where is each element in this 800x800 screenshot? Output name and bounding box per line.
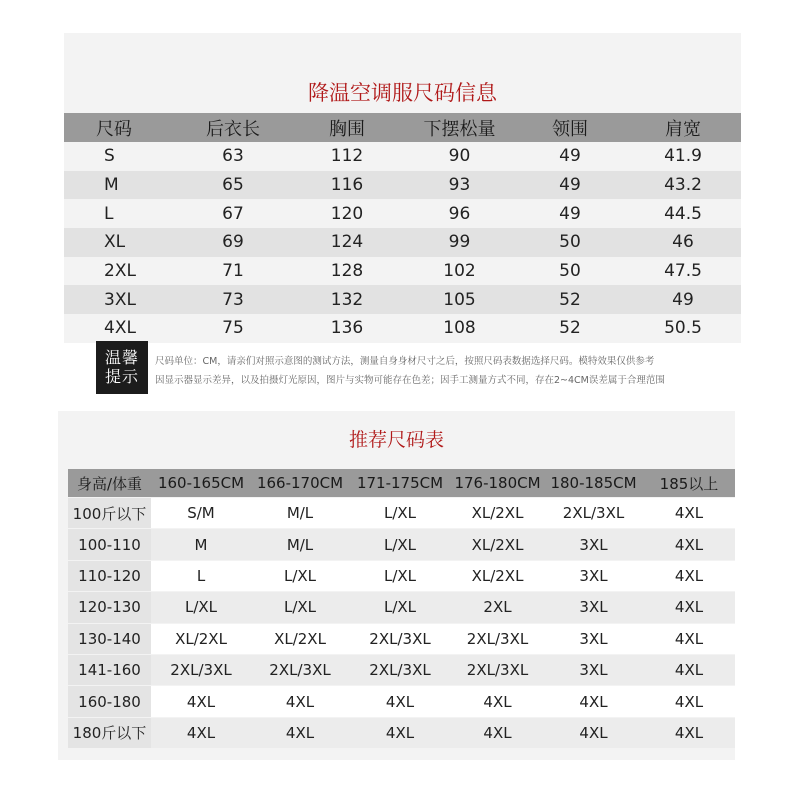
size-info-cell: 52 bbox=[515, 285, 625, 314]
recommend-cell: L bbox=[151, 561, 251, 591]
size-info-row-label: L bbox=[64, 199, 176, 228]
size-info-row-label: 4XL bbox=[64, 314, 176, 343]
recommend-row bbox=[68, 624, 735, 654]
recommend-cell: 4XL bbox=[544, 686, 643, 716]
size-info-cell: 73 bbox=[176, 285, 290, 314]
recommend-cell: XL/2XL bbox=[251, 624, 349, 654]
size-info-header-cell: 尺码 bbox=[64, 113, 176, 142]
recommend-cell: 4XL bbox=[643, 686, 735, 716]
size-info-cell: 108 bbox=[404, 314, 515, 343]
recommend-header-cell: 185以上 bbox=[643, 469, 735, 497]
recommend-header-cell: 176-180CM bbox=[451, 469, 544, 497]
size-info-header-cell: 胸围 bbox=[290, 113, 404, 142]
recommend-header-cell: 180-185CM bbox=[544, 469, 643, 497]
recommend-row-label: 100-110 bbox=[68, 529, 151, 559]
recommend-header-cell: 160-165CM bbox=[151, 469, 251, 497]
recommend-cell: 4XL bbox=[349, 686, 451, 716]
recommend-cell: 4XL bbox=[251, 686, 349, 716]
recommend-row-label: 141-160 bbox=[68, 655, 151, 685]
recommend-table bbox=[68, 468, 735, 749]
recommend-cell: 4XL bbox=[643, 498, 735, 528]
size-info-row-label: 3XL bbox=[64, 285, 176, 314]
size-info-cell: 75 bbox=[176, 314, 290, 343]
size-info-cell: 128 bbox=[290, 257, 404, 286]
size-info-header-cell: 后衣长 bbox=[176, 113, 290, 142]
size-info-cell: 46 bbox=[625, 228, 741, 257]
size-info-cell: 71 bbox=[176, 257, 290, 286]
recommend-cell: L/XL bbox=[349, 592, 451, 622]
size-info-cell: 93 bbox=[404, 171, 515, 200]
recommend-cell: 4XL bbox=[643, 561, 735, 591]
recommend-header-cell: 171-175CM bbox=[349, 469, 451, 497]
recommend-cell: L/XL bbox=[349, 498, 451, 528]
recommend-row-label: 100斤以下 bbox=[68, 498, 151, 528]
size-info-cell: 99 bbox=[404, 228, 515, 257]
size-info-header-cell: 领围 bbox=[515, 113, 625, 142]
size-info-cell: 63 bbox=[176, 142, 290, 171]
size-info-row-label: XL bbox=[64, 228, 176, 257]
recommend-cell: 3XL bbox=[544, 592, 643, 622]
recommend-row-label: 130-140 bbox=[68, 624, 151, 654]
size-info-cell: 120 bbox=[290, 199, 404, 228]
recommend-cell: S/M bbox=[151, 498, 251, 528]
size-info-cell: 69 bbox=[176, 228, 290, 257]
recommend-panel bbox=[58, 411, 735, 760]
size-info-row-label: 2XL bbox=[64, 257, 176, 286]
size-info-cell: 90 bbox=[404, 142, 515, 171]
recommend-cell: 4XL bbox=[643, 655, 735, 685]
recommend-header-row bbox=[68, 469, 735, 497]
recommend-cell: XL/2XL bbox=[451, 529, 544, 559]
recommend-cell: 2XL/3XL bbox=[251, 655, 349, 685]
size-info-cell: 41.9 bbox=[625, 142, 741, 171]
recommend-row-label: 110-120 bbox=[68, 561, 151, 591]
recommend-cell: XL/2XL bbox=[451, 498, 544, 528]
recommend-cell: 2XL/3XL bbox=[451, 624, 544, 654]
recommend-cell: 4XL bbox=[451, 686, 544, 716]
recommend-cell: 4XL bbox=[151, 686, 251, 716]
recommend-cell: 2XL/3XL bbox=[544, 498, 643, 528]
recommend-cell: L/XL bbox=[349, 561, 451, 591]
tip-text-line2: 因显示器显示差异，以及拍摄灯光原因，图片与实物可能存在色差；因手工测量方式不同，存在2~4CM误差属于合理范围 bbox=[155, 375, 665, 386]
size-info-cell: 102 bbox=[404, 257, 515, 286]
size-info-row bbox=[64, 314, 741, 343]
size-info-cell: 50 bbox=[515, 228, 625, 257]
recommend-cell: 4XL bbox=[544, 718, 643, 748]
size-info-cell: 50.5 bbox=[625, 314, 741, 343]
size-info-row bbox=[64, 199, 741, 228]
size-info-title: 降温空调服尺码信息 bbox=[308, 81, 497, 105]
size-info-cell: 105 bbox=[404, 285, 515, 314]
size-info-cell: 43.2 bbox=[625, 171, 741, 200]
recommend-cell: M/L bbox=[251, 529, 349, 559]
recommend-cell: 2XL bbox=[451, 592, 544, 622]
tip-text-line1: 尺码单位：CM，请亲们对照示意图的测试方法，测量自身身材尺寸之后，按照尺码表数据选择尺码。模特效果仅供参考 bbox=[155, 356, 655, 367]
recommend-cell: 2XL/3XL bbox=[151, 655, 251, 685]
size-info-row bbox=[64, 285, 741, 314]
size-info-cell: 49 bbox=[515, 199, 625, 228]
recommend-row bbox=[68, 529, 735, 559]
size-info-cell: 50 bbox=[515, 257, 625, 286]
tip-label-box bbox=[96, 341, 148, 394]
size-info-row bbox=[64, 142, 741, 171]
recommend-cell: 4XL bbox=[151, 718, 251, 748]
recommend-row bbox=[68, 592, 735, 622]
size-info-cell: 49 bbox=[515, 171, 625, 200]
recommend-cell: 4XL bbox=[251, 718, 349, 748]
size-info-cell: 49 bbox=[625, 285, 741, 314]
recommend-cell: M bbox=[151, 529, 251, 559]
recommend-row bbox=[68, 686, 735, 716]
recommend-cell: 3XL bbox=[544, 561, 643, 591]
recommend-row bbox=[68, 498, 735, 528]
recommend-row-label: 120-130 bbox=[68, 592, 151, 622]
recommend-cell: L/XL bbox=[251, 592, 349, 622]
recommend-cell: L/XL bbox=[151, 592, 251, 622]
size-info-row bbox=[64, 171, 741, 200]
size-info-row-label: S bbox=[64, 142, 176, 171]
recommend-cell: L/XL bbox=[251, 561, 349, 591]
recommend-header-cell: 身高/体重 bbox=[68, 469, 151, 497]
size-info-cell: 136 bbox=[290, 314, 404, 343]
recommend-cell: XL/2XL bbox=[151, 624, 251, 654]
size-info-cell: 49 bbox=[515, 142, 625, 171]
recommend-title: 推荐尺码表 bbox=[348, 429, 444, 451]
size-info-header-row bbox=[64, 113, 741, 142]
size-info-cell: 96 bbox=[404, 199, 515, 228]
tip-text bbox=[155, 352, 755, 390]
recommend-row bbox=[68, 655, 735, 685]
recommend-cell: 4XL bbox=[643, 718, 735, 748]
recommend-cell: 2XL/3XL bbox=[349, 655, 451, 685]
recommend-cell: 4XL bbox=[643, 592, 735, 622]
size-info-cell: 116 bbox=[290, 171, 404, 200]
size-info-panel bbox=[64, 33, 741, 339]
recommend-cell: L/XL bbox=[349, 529, 451, 559]
size-info-cell: 44.5 bbox=[625, 199, 741, 228]
size-info-cell: 112 bbox=[290, 142, 404, 171]
recommend-row bbox=[68, 561, 735, 591]
size-info-table bbox=[64, 113, 741, 343]
recommend-cell: 3XL bbox=[544, 655, 643, 685]
size-info-row-label: M bbox=[64, 171, 176, 200]
recommend-cell: 2XL/3XL bbox=[349, 624, 451, 654]
tip-label-line2: 提示 bbox=[104, 367, 139, 386]
recommend-cell: M/L bbox=[251, 498, 349, 528]
recommend-cell: 3XL bbox=[544, 624, 643, 654]
tip-label-line1: 温馨 bbox=[104, 348, 139, 367]
recommend-header-cell: 166-170CM bbox=[251, 469, 349, 497]
size-info-cell: 47.5 bbox=[625, 257, 741, 286]
recommend-cell: 4XL bbox=[643, 624, 735, 654]
recommend-cell: 3XL bbox=[544, 529, 643, 559]
size-info-cell: 132 bbox=[290, 285, 404, 314]
recommend-cell: XL/2XL bbox=[451, 561, 544, 591]
size-info-row bbox=[64, 228, 741, 257]
size-info-cell: 124 bbox=[290, 228, 404, 257]
size-info-header-cell: 下摆松量 bbox=[404, 113, 515, 142]
size-info-row bbox=[64, 257, 741, 286]
recommend-cell: 4XL bbox=[643, 529, 735, 559]
recommend-cell: 2XL/3XL bbox=[451, 655, 544, 685]
recommend-cell: 4XL bbox=[349, 718, 451, 748]
recommend-row-label: 160-180 bbox=[68, 686, 151, 716]
size-info-cell: 65 bbox=[176, 171, 290, 200]
size-info-header-cell: 肩宽 bbox=[625, 113, 741, 142]
size-info-cell: 52 bbox=[515, 314, 625, 343]
recommend-row bbox=[68, 718, 735, 748]
size-info-cell: 67 bbox=[176, 199, 290, 228]
recommend-row-label: 180斤以下 bbox=[68, 718, 151, 748]
recommend-cell: 4XL bbox=[451, 718, 544, 748]
